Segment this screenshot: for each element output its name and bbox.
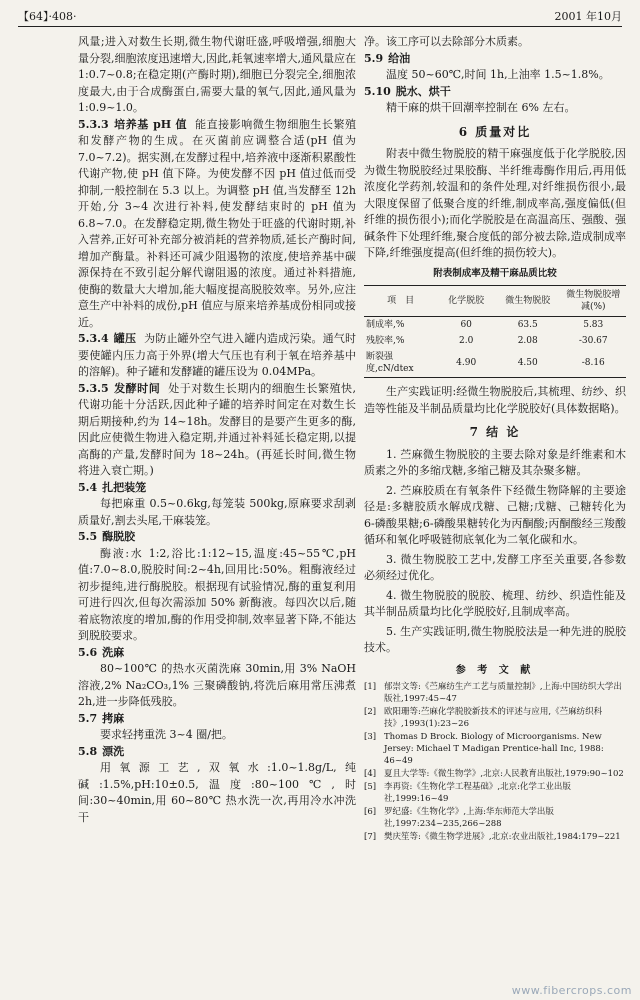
reference-number: [2] [364, 707, 377, 717]
subsection-number: 5.7 [78, 711, 98, 725]
table-cell: -8.16 [560, 349, 626, 378]
body-paragraph: 酶液:水 1:2,浴比:1:12~15,温度:45~55℃,pH 值:7.0~8.0,脱胶时间:2~4h,回用比:50%。粗酶液经过初步提纯,进行酶脱胶。根据现有试验情况,酶的重复利用可进行四次,但每次需添加 50% 新酶液。每四次以后,随着底物浓度的增加,酶的作用受抑制,效率显著下降,不能达到脱胶要求。 [78, 546, 356, 642]
table-cell: 5.83 [583, 320, 604, 330]
reference-text: Thomas D Brock. Biology of Microorganisms. New Jersey: Michael T Madigan Prentice-hall Inc, 1988: 46~49 [384, 732, 604, 766]
table-header-row [364, 286, 626, 317]
right-column [364, 34, 626, 843]
after-table-text: 生产实践证明:经微生物脱胶后,其梳理、纺纱、织造等性能及半制品质量均比化学脱胶好(具体数据略)。 [364, 385, 626, 415]
reference-text: 欧阳珊等:苎麻化学脱胶新技术的评述与应用,《苎麻纺织科技》,1993(1):23~26 [384, 707, 603, 729]
subsection-number: 5.5 [78, 530, 98, 543]
subsection-title: 拷麻 [102, 711, 125, 725]
subsection-number: 5.10 [364, 84, 391, 98]
reference-item [364, 781, 626, 805]
reference-item [364, 731, 626, 767]
subsection-paragraph [364, 84, 626, 101]
reference-number: [6] [364, 807, 377, 817]
conclusion-item: 1. 苎麻微生物脱胶的主要去除对象是纤维素和木质素之外的多缩戊糖,多缩己糖及其杂聚多糖。 [364, 447, 626, 477]
subsection-title: 给油 [388, 51, 411, 65]
subsection-title: 漂洗 [102, 744, 125, 758]
header-rule [18, 26, 622, 27]
body-paragraph: 温度 50~60℃,时间 1h,上油率 1.5~1.8%。 [386, 68, 610, 81]
section-6-title: 6 质量对比 [458, 124, 532, 139]
reference-number: [5] [364, 782, 377, 792]
subsection-paragraph [364, 51, 626, 68]
table-row [364, 349, 626, 378]
body-paragraph: 风量;进入对数生长期,微生物代谢旺盛,呼吸增强,细胞大量分裂,细胞浓度迅速增大,因此,耗氧速率增大,通风量应在1:0.7~0.8;在稳定期(产酶时期),细胞已分裂完全,细胞浓度最大,由于合成酶蛋白,需要大量的氧气,因此,通风量为1:0.9~1.0。 [78, 35, 356, 114]
table-row [364, 317, 626, 334]
table-header: 化学脱胶 [437, 286, 495, 317]
table-title: 附表制成率及精干麻品质比较 [433, 267, 557, 279]
subsection-paragraph [78, 744, 356, 761]
reference-number: [4] [364, 769, 377, 779]
subsection-title: 脱水、烘干 [395, 84, 451, 98]
conclusion-item: 5. 生产实践证明,微生物脱胶法是一种先进的脱胶技术。 [364, 624, 626, 654]
table-cell: -30.67 [578, 336, 608, 346]
subsection-paragraph [78, 711, 356, 728]
conclusion-item: 2. 苎麻胶质在有氧条件下经微生物降解的主要途径是:多糖胶质水解成戊糖、己糖;戊糖、己糖转化为 6-磷酸果糖;6-磷酸果糖转化为丙酮酸;丙酮酸经三羧酸循环和氧化呼吸链彻底氧化为二氧化碳和水。 [364, 483, 626, 546]
reference-item [364, 681, 626, 705]
body-paragraph: 每把麻重 0.5~0.6kg,每笼装 500kg,原麻要求刮剥质量好,割去头尾,干麻装笼。 [78, 497, 356, 527]
table-cell: 残胶率,% [366, 336, 405, 346]
comparison-table [364, 285, 626, 378]
table-cell: 制成率,% [366, 320, 405, 330]
subsection-text: 能直接影响微生物细胞生长繁殖和发酵产物的生成。在灭菌前应调整合适(pH 值为 7.0~7.2)。据实测,在发酵过程中,培养液中逐渐积累酸性代谢产物,使 pH 值下降。为使发酵不因 pH 值过低而受抑制,一般控制在 5.3 以上。为调整 pH 值,当发酵至 12h 开始,分 3~4 次进行补料,使发酵结束时的 pH 值为 6.8~7.0。在发酵稳定期,微生物处于旺盛的代谢时期,补入营养,正好可补充部分被消耗的营养物质,延长产酶时间,增加产酶量。补料还可减少阻遏物的浓度,使培养基中碳源保持在不致引起分解代谢阻遏的浓度。通过补料措施,使酶的数量大大增加,能大幅度提高脱胶效率。另外,应注意生产中补料的成份,pH 值应与原来培养基成份相同或接近。 [78, 117, 356, 329]
reference-number: [1] [364, 682, 377, 692]
subsection-title: 发酵时间 [113, 381, 161, 395]
body-paragraph: 要求轻拷重洗 3~4 圈/把。 [100, 728, 233, 741]
table-header: 微生物脱胶 [495, 286, 561, 317]
subsection-title: 扎把装笼 [102, 480, 147, 494]
reference-text: 罗纪盛:《生物化学》,上海:华东师范大学出版社,1997:234~235,266~288 [384, 807, 554, 829]
right-column-top [364, 34, 626, 117]
reference-item [364, 706, 626, 730]
subsection-number: 5.3.3 [78, 117, 109, 131]
subsection-paragraph [78, 117, 356, 332]
reference-text: 樊庆笙等:《微生物学进展》,北京:农业出版社,1984:179~221 [384, 832, 621, 842]
subsection-text: 为防止罐外空气进入罐内造成污染。通气时要使罐内压力高于外界(增大气压也有利于氧在培养基中的溶解)。种子罐和发酵罐的罐压设为 0.04MPa。 [78, 332, 357, 378]
table-cell: 4.90 [437, 349, 495, 378]
subsection-title: 酶脱胶 [102, 530, 136, 543]
subsection-number: 5.4 [78, 480, 98, 494]
table-header: 项 目 [364, 286, 437, 317]
body-paragraph: 精干麻的烘干回潮率控制在 6% 左右。 [386, 101, 576, 114]
subsection-paragraph [78, 529, 356, 546]
subsection-number: 5.9 [364, 51, 384, 65]
subsection-number: 5.8 [78, 744, 98, 758]
subsection-number: 5.6 [78, 645, 98, 659]
table-cell: 60 [460, 320, 472, 330]
left-column [78, 34, 356, 826]
subsection-title: 罐压 [113, 332, 137, 345]
subsection-paragraph [78, 480, 356, 497]
table-header: 微生物脱胶增减(%) [560, 286, 626, 317]
header-page-number: 【64】·408· [18, 10, 77, 23]
subsection-paragraph [78, 645, 356, 662]
subsection-title: 培养基 pH 值 [113, 117, 188, 131]
table-cell: 2.08 [517, 336, 538, 346]
reference-item [364, 831, 626, 843]
table-row [364, 333, 626, 349]
table-cell: 63.5 [517, 320, 538, 330]
conclusion-item: 3. 微生物脱胶工艺中,发酵工序至关重要,各参数必须经过优化。 [364, 552, 626, 582]
conclusion-item: 4. 微生物脱胶的脱胶、梳理、纺纱、织造性能及其半制品质量均比化学脱胶好,且制成率高。 [364, 588, 626, 618]
subsection-paragraph [78, 381, 356, 480]
reference-item [364, 768, 626, 780]
table-cell: 2.0 [459, 336, 474, 346]
body-paragraph: 用氧源工艺,双氧水:1.0~1.8g/L,纯碱:1.5%,pH:10±0.5,温度:80~100℃,时间:30~40min,用 60~80℃ 热水洗一次,再用冷水冲洗干 [78, 761, 356, 824]
reference-number: [3] [364, 732, 377, 742]
reference-item [364, 806, 626, 830]
reference-number: [7] [364, 832, 377, 842]
table-cell: 断裂强度,cN/dtex [364, 349, 437, 378]
conclusions-list [364, 447, 626, 657]
subsection-text: 处于对数生长期内的细胞生长繁殖快,代谢功能十分活跃,因此种子罐的培养时间定在对数生长期后期接种,约为 14~18h。发酵目的是要产生更多的酶,因此应使微生物进入稳定期,并通过补料延长稳定期,以提高酶的产量,发酵时间为 18~24h。(再延长时间,微生物将进入衰亡期。) [78, 381, 356, 477]
body-paragraph: 净。该工序可以去除部分木质素。 [364, 35, 529, 48]
section-6-text: 附表中微生物脱胶的精干麻强度低于化学脱胶,因为微生物脱胶经过果胶酶、半纤维毒酶作用后,再用低浓度化学药剂,较温和的条件处理,对纤维损伤很小,最大限度保留了低聚合度的纤维,制成率高,强度偏低(但纤维的损伤很小);而化学脱胶是在高温高压、强酸、强碱条件下处理纤维,聚合度低的部分被去除,造成制成率下降,纤维强度提高(但纤维的损伤较大)。 [364, 147, 626, 259]
subsection-number: 5.3.5 [78, 381, 109, 395]
page-header [18, 6, 622, 26]
reference-text: 夏且大学等:《微生物学》,北京:人民教育出版社,1979:90~102 [384, 769, 624, 779]
subsection-title: 洗麻 [102, 645, 125, 659]
body-paragraph: 80~100℃ 的热水灭菌洗麻 30min,用 3% NaOH 溶液,2% Na₂CO₃,1% 三聚磷酸钠,将洗后麻用常压沸煮 2h,进一步降低残胶。 [78, 662, 356, 708]
reference-text: 郁崇文等:《苎麻纺生产工艺与质量控制》,上海:中国纺织大学出版社,1997:45~47 [384, 682, 622, 704]
subsection-number: 5.3.4 [78, 332, 109, 345]
table-cell: 4.50 [495, 349, 561, 378]
section-7-title: 7 结 论 [469, 425, 521, 439]
references-list [364, 681, 626, 843]
header-date: 2001 年10月 [554, 10, 622, 23]
watermark: www.fibercrops.com [511, 984, 632, 997]
references-title: 参 考 文 献 [455, 664, 535, 676]
subsection-paragraph [78, 331, 356, 381]
reference-text: 李再资:《生物化学工程基础》,北京:化学工业出版社,1999:16~49 [384, 782, 571, 804]
